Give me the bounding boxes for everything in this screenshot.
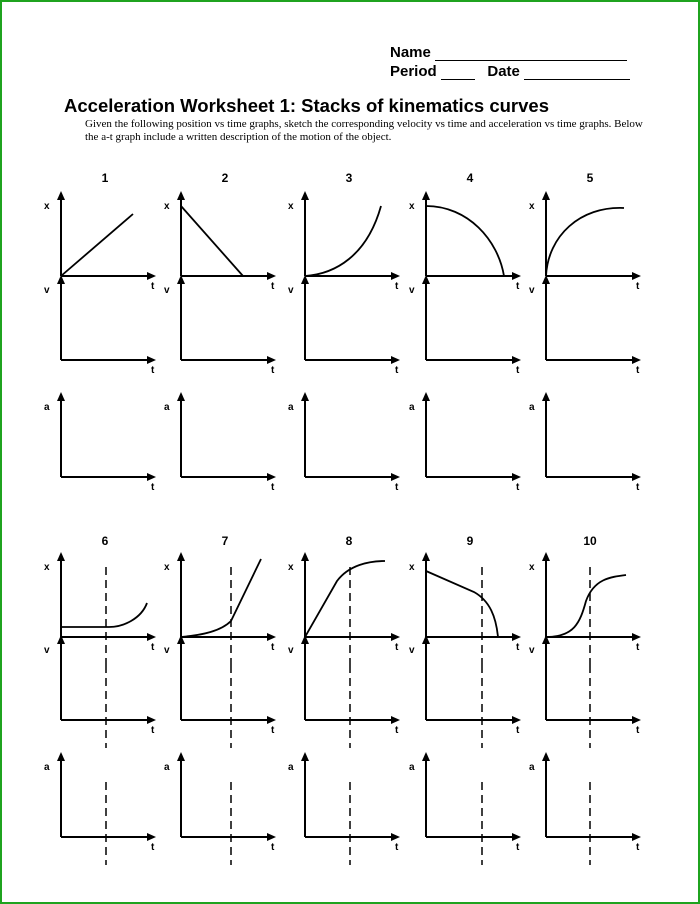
problem-1-stack	[44, 171, 156, 493]
x-arrow-icon	[147, 356, 156, 364]
position-curve	[305, 561, 385, 637]
t-axis-label: t	[395, 365, 399, 376]
x-arrow-icon	[391, 473, 400, 481]
acceleration-graph	[409, 752, 521, 865]
acceleration-graph	[288, 752, 400, 865]
position-curve	[426, 206, 504, 276]
t-axis-label: t	[271, 642, 275, 653]
y-axis-label: x	[164, 201, 170, 212]
y-axis-label: a	[288, 402, 294, 413]
t-axis-label: t	[395, 725, 399, 736]
x-arrow-icon	[512, 833, 521, 841]
velocity-graph	[164, 275, 276, 376]
x-arrow-icon	[147, 633, 156, 641]
t-axis-label: t	[636, 365, 640, 376]
acceleration-graph	[288, 392, 400, 493]
t-axis-label: t	[636, 842, 640, 853]
t-axis-label: t	[395, 482, 399, 493]
t-axis-label: t	[271, 365, 275, 376]
problem-number: 6	[101, 534, 109, 548]
t-axis-label: t	[636, 482, 640, 493]
x-arrow-icon	[391, 716, 400, 724]
x-arrow-icon	[632, 272, 641, 280]
y-axis-label: v	[44, 285, 50, 296]
y-axis-label: a	[409, 402, 415, 413]
y-axis-label: a	[529, 402, 535, 413]
x-arrow-icon	[632, 356, 641, 364]
y-axis-label: a	[44, 402, 50, 413]
t-axis-label: t	[516, 725, 520, 736]
page-title: Acceleration Worksheet 1: Stacks of kinematics curves	[64, 95, 549, 116]
t-axis-label: t	[516, 642, 520, 653]
position-curve	[61, 603, 147, 627]
t-axis-label: t	[151, 725, 155, 736]
y-axis-label: v	[288, 285, 294, 296]
y-arrow-icon	[177, 752, 185, 761]
acceleration-graph	[529, 392, 641, 493]
t-axis-label: t	[636, 642, 640, 653]
problem-number: 3	[345, 171, 353, 185]
velocity-graph	[529, 275, 641, 376]
t-axis-label: t	[271, 725, 275, 736]
x-arrow-icon	[632, 833, 641, 841]
problem-10-stack	[529, 534, 641, 865]
position-curve	[546, 208, 624, 276]
y-arrow-icon	[301, 552, 309, 561]
problem-9-stack	[409, 534, 521, 865]
acceleration-graph	[164, 392, 276, 493]
t-axis-label: t	[636, 725, 640, 736]
instructions: Given the following position vs time graphs, sketch the corresponding velocity vs time and acceleration vs time graphs. Below the a-t graph include a written description of the motion of the object.	[85, 118, 643, 143]
t-axis-label: t	[516, 842, 520, 853]
y-axis-label: x	[44, 562, 50, 573]
y-arrow-icon	[177, 552, 185, 561]
y-arrow-icon	[542, 552, 550, 561]
t-axis-label: t	[516, 365, 520, 376]
problem-number: 5	[586, 171, 594, 185]
x-arrow-icon	[267, 272, 276, 280]
y-arrow-icon	[177, 191, 185, 200]
position-curve	[426, 571, 498, 637]
x-arrow-icon	[147, 833, 156, 841]
x-arrow-icon	[632, 473, 641, 481]
t-axis-label: t	[151, 281, 155, 292]
y-arrow-icon	[301, 191, 309, 200]
position-curve	[305, 206, 381, 276]
t-axis-label: t	[395, 281, 399, 292]
y-axis-label: a	[529, 762, 535, 773]
y-arrow-icon	[422, 552, 430, 561]
y-arrow-icon	[57, 392, 65, 401]
x-arrow-icon	[147, 272, 156, 280]
x-arrow-icon	[391, 356, 400, 364]
y-axis-label: a	[409, 762, 415, 773]
x-arrow-icon	[512, 272, 521, 280]
x-arrow-icon	[391, 833, 400, 841]
problem-number: 10	[583, 534, 597, 548]
y-axis-label: v	[164, 645, 170, 656]
x-arrow-icon	[147, 716, 156, 724]
t-axis-label: t	[151, 365, 155, 376]
position-curve	[181, 206, 243, 276]
y-axis-label: v	[409, 645, 415, 656]
y-axis-label: v	[44, 645, 50, 656]
t-axis-label: t	[395, 642, 399, 653]
y-axis-label: a	[164, 402, 170, 413]
position-curve	[181, 559, 261, 637]
velocity-graph	[164, 635, 276, 748]
x-arrow-icon	[267, 633, 276, 641]
y-axis-label: v	[164, 285, 170, 296]
x-arrow-icon	[267, 473, 276, 481]
x-arrow-icon	[267, 356, 276, 364]
t-axis-label: t	[516, 482, 520, 493]
y-axis-label: x	[409, 201, 415, 212]
x-arrow-icon	[632, 716, 641, 724]
problem-8-stack	[288, 534, 400, 865]
name-label: Name	[390, 44, 431, 61]
acceleration-graph	[164, 752, 276, 865]
y-axis-label: v	[529, 285, 535, 296]
y-axis-label: x	[288, 201, 294, 212]
t-axis-label: t	[516, 281, 520, 292]
t-axis-label: t	[151, 642, 155, 653]
velocity-graph	[288, 275, 400, 376]
problem-3-stack	[288, 171, 400, 493]
position-curve	[546, 575, 626, 637]
x-arrow-icon	[512, 633, 521, 641]
x-arrow-icon	[632, 633, 641, 641]
velocity-graph	[44, 275, 156, 376]
y-arrow-icon	[57, 752, 65, 761]
y-axis-label: x	[529, 562, 535, 573]
y-axis-label: x	[288, 562, 294, 573]
y-axis-label: v	[529, 645, 535, 656]
y-arrow-icon	[57, 191, 65, 200]
x-arrow-icon	[147, 473, 156, 481]
t-axis-label: t	[151, 482, 155, 493]
problem-number: 9	[466, 534, 474, 548]
y-axis-label: x	[529, 201, 535, 212]
y-axis-label: v	[288, 645, 294, 656]
problem-4-stack	[409, 171, 521, 493]
t-axis-label: t	[395, 842, 399, 853]
x-arrow-icon	[267, 833, 276, 841]
velocity-graph	[409, 275, 521, 376]
y-arrow-icon	[301, 392, 309, 401]
problem-2-stack	[164, 171, 276, 493]
problem-number: 2	[221, 171, 229, 185]
problem-number: 1	[101, 171, 109, 185]
y-axis-label: x	[409, 562, 415, 573]
y-arrow-icon	[422, 191, 430, 200]
t-axis-label: t	[271, 842, 275, 853]
y-axis-label: a	[44, 762, 50, 773]
x-arrow-icon	[512, 473, 521, 481]
period-label: Period	[390, 63, 437, 80]
acceleration-graph	[44, 752, 156, 865]
velocity-graph	[409, 635, 521, 748]
y-arrow-icon	[57, 552, 65, 561]
acceleration-graph	[409, 392, 521, 493]
y-arrow-icon	[177, 392, 185, 401]
y-axis-label: a	[288, 762, 294, 773]
y-arrow-icon	[542, 752, 550, 761]
problem-number: 4	[466, 171, 474, 185]
position-curve	[61, 214, 133, 276]
t-axis-label: t	[271, 281, 275, 292]
x-arrow-icon	[391, 272, 400, 280]
velocity-graph	[529, 635, 641, 748]
problem-number: 8	[345, 534, 353, 548]
t-axis-label: t	[151, 842, 155, 853]
x-arrow-icon	[267, 716, 276, 724]
problem-7-stack	[164, 534, 276, 865]
velocity-graph	[288, 635, 400, 748]
acceleration-graph	[44, 392, 156, 493]
y-arrow-icon	[542, 392, 550, 401]
t-axis-label: t	[636, 281, 640, 292]
y-axis-label: a	[164, 762, 170, 773]
x-arrow-icon	[512, 356, 521, 364]
problem-6-stack	[44, 534, 156, 865]
y-arrow-icon	[422, 392, 430, 401]
y-arrow-icon	[542, 191, 550, 200]
y-axis-label: v	[409, 285, 415, 296]
x-arrow-icon	[512, 716, 521, 724]
acceleration-graph	[529, 752, 641, 865]
y-arrow-icon	[422, 752, 430, 761]
problem-5-stack	[529, 171, 641, 493]
y-arrow-icon	[301, 752, 309, 761]
y-axis-label: x	[44, 201, 50, 212]
problem-number: 7	[221, 534, 229, 548]
y-axis-label: x	[164, 562, 170, 573]
t-axis-label: t	[271, 482, 275, 493]
date-label: Date	[487, 63, 520, 80]
velocity-graph	[44, 635, 156, 748]
x-arrow-icon	[391, 633, 400, 641]
